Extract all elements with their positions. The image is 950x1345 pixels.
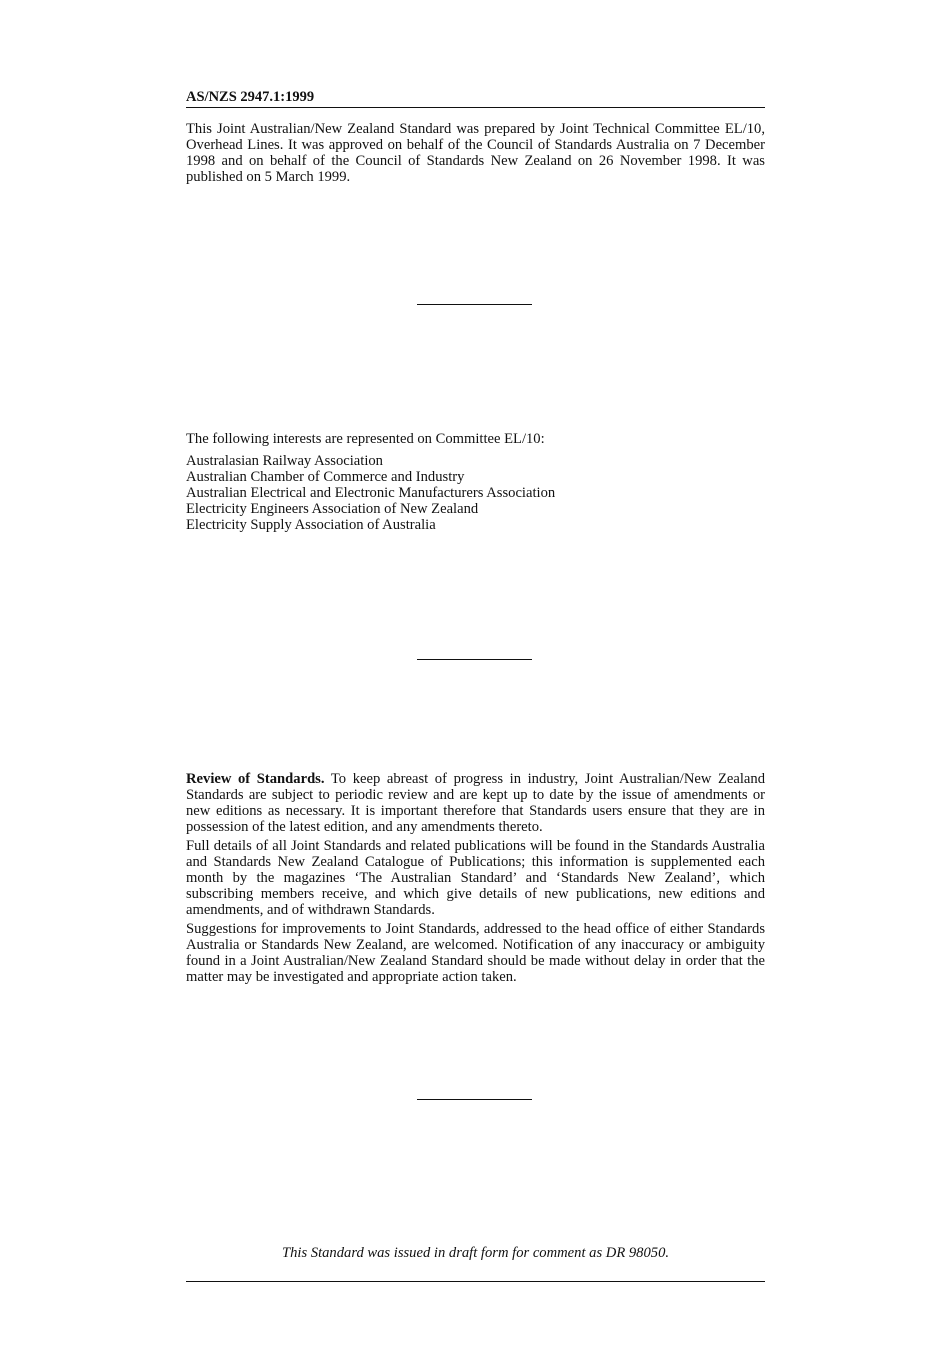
interests-intro: The following interests are represented on Committee EL/10:: [186, 431, 545, 447]
review-paragraph-1: [186, 771, 765, 835]
review-paragraph-3: Suggestions for improvements to Joint Standards, addressed to the head office of either Standards Australia or Standards New Zealand, are welcomed. Notification of any inaccuracy or ambiguity found in a Joint Australian/New Zealand Standard should be made without delay in order that the matter may be investigated and appropriate action taken.: [186, 921, 765, 985]
approval-paragraph: This Joint Australian/New Zealand Standard was prepared by Joint Technical Committee EL/10, Overhead Lines. It was approved on behalf of the Council of Standards Australia on 7 December 1998 and on behalf of the Council of Standards New Zealand on 26 November 1998. It was published on 5 March 1999.: [186, 121, 765, 185]
section-divider-2: [417, 659, 532, 660]
list-item: Australasian Railway Association: [186, 453, 383, 469]
review-section: [186, 771, 765, 988]
header-rule: [186, 107, 765, 108]
draft-note: This Standard was issued in draft form for comment as DR 98050.: [281, 1245, 670, 1261]
interests-list: [186, 453, 765, 533]
footer-rule: [186, 1281, 765, 1282]
review-heading: Review of Standards.: [186, 771, 325, 787]
document-id: AS/NZS 2947.1:1999: [186, 89, 315, 105]
section-divider-1: [417, 304, 532, 305]
list-item: Australian Chamber of Commerce and Industry: [186, 469, 465, 485]
list-item: Australian Electrical and Electronic Manufacturers Association: [186, 485, 556, 501]
interests-section: [186, 431, 765, 533]
section-divider-3: [417, 1099, 532, 1100]
list-item: Electricity Supply Association of Australia: [186, 517, 436, 533]
review-paragraph-2: Full details of all Joint Standards and related publications will be found in the Standards Australia and Standards New Zealand Catalogue of Publications; this information is supplemented each month by the magazines ‘The Australian Standard’ and ‘Standards New Zealand’, which subscribing members receive, and which give details of new publications, new editions and amendments, and of withdrawn Standards.: [186, 838, 765, 918]
list-item: Electricity Engineers Association of New Zealand: [186, 501, 479, 517]
review-text-1: To keep abreast of progress in industry, Joint Australian/New Zealand Standards are subject to periodic review and are kept up to date by the issue of amendments or new editions as necessary. It is important therefore that Standards users ensure that they are in possession of the latest edition, and any amendments thereto.: [186, 771, 765, 835]
